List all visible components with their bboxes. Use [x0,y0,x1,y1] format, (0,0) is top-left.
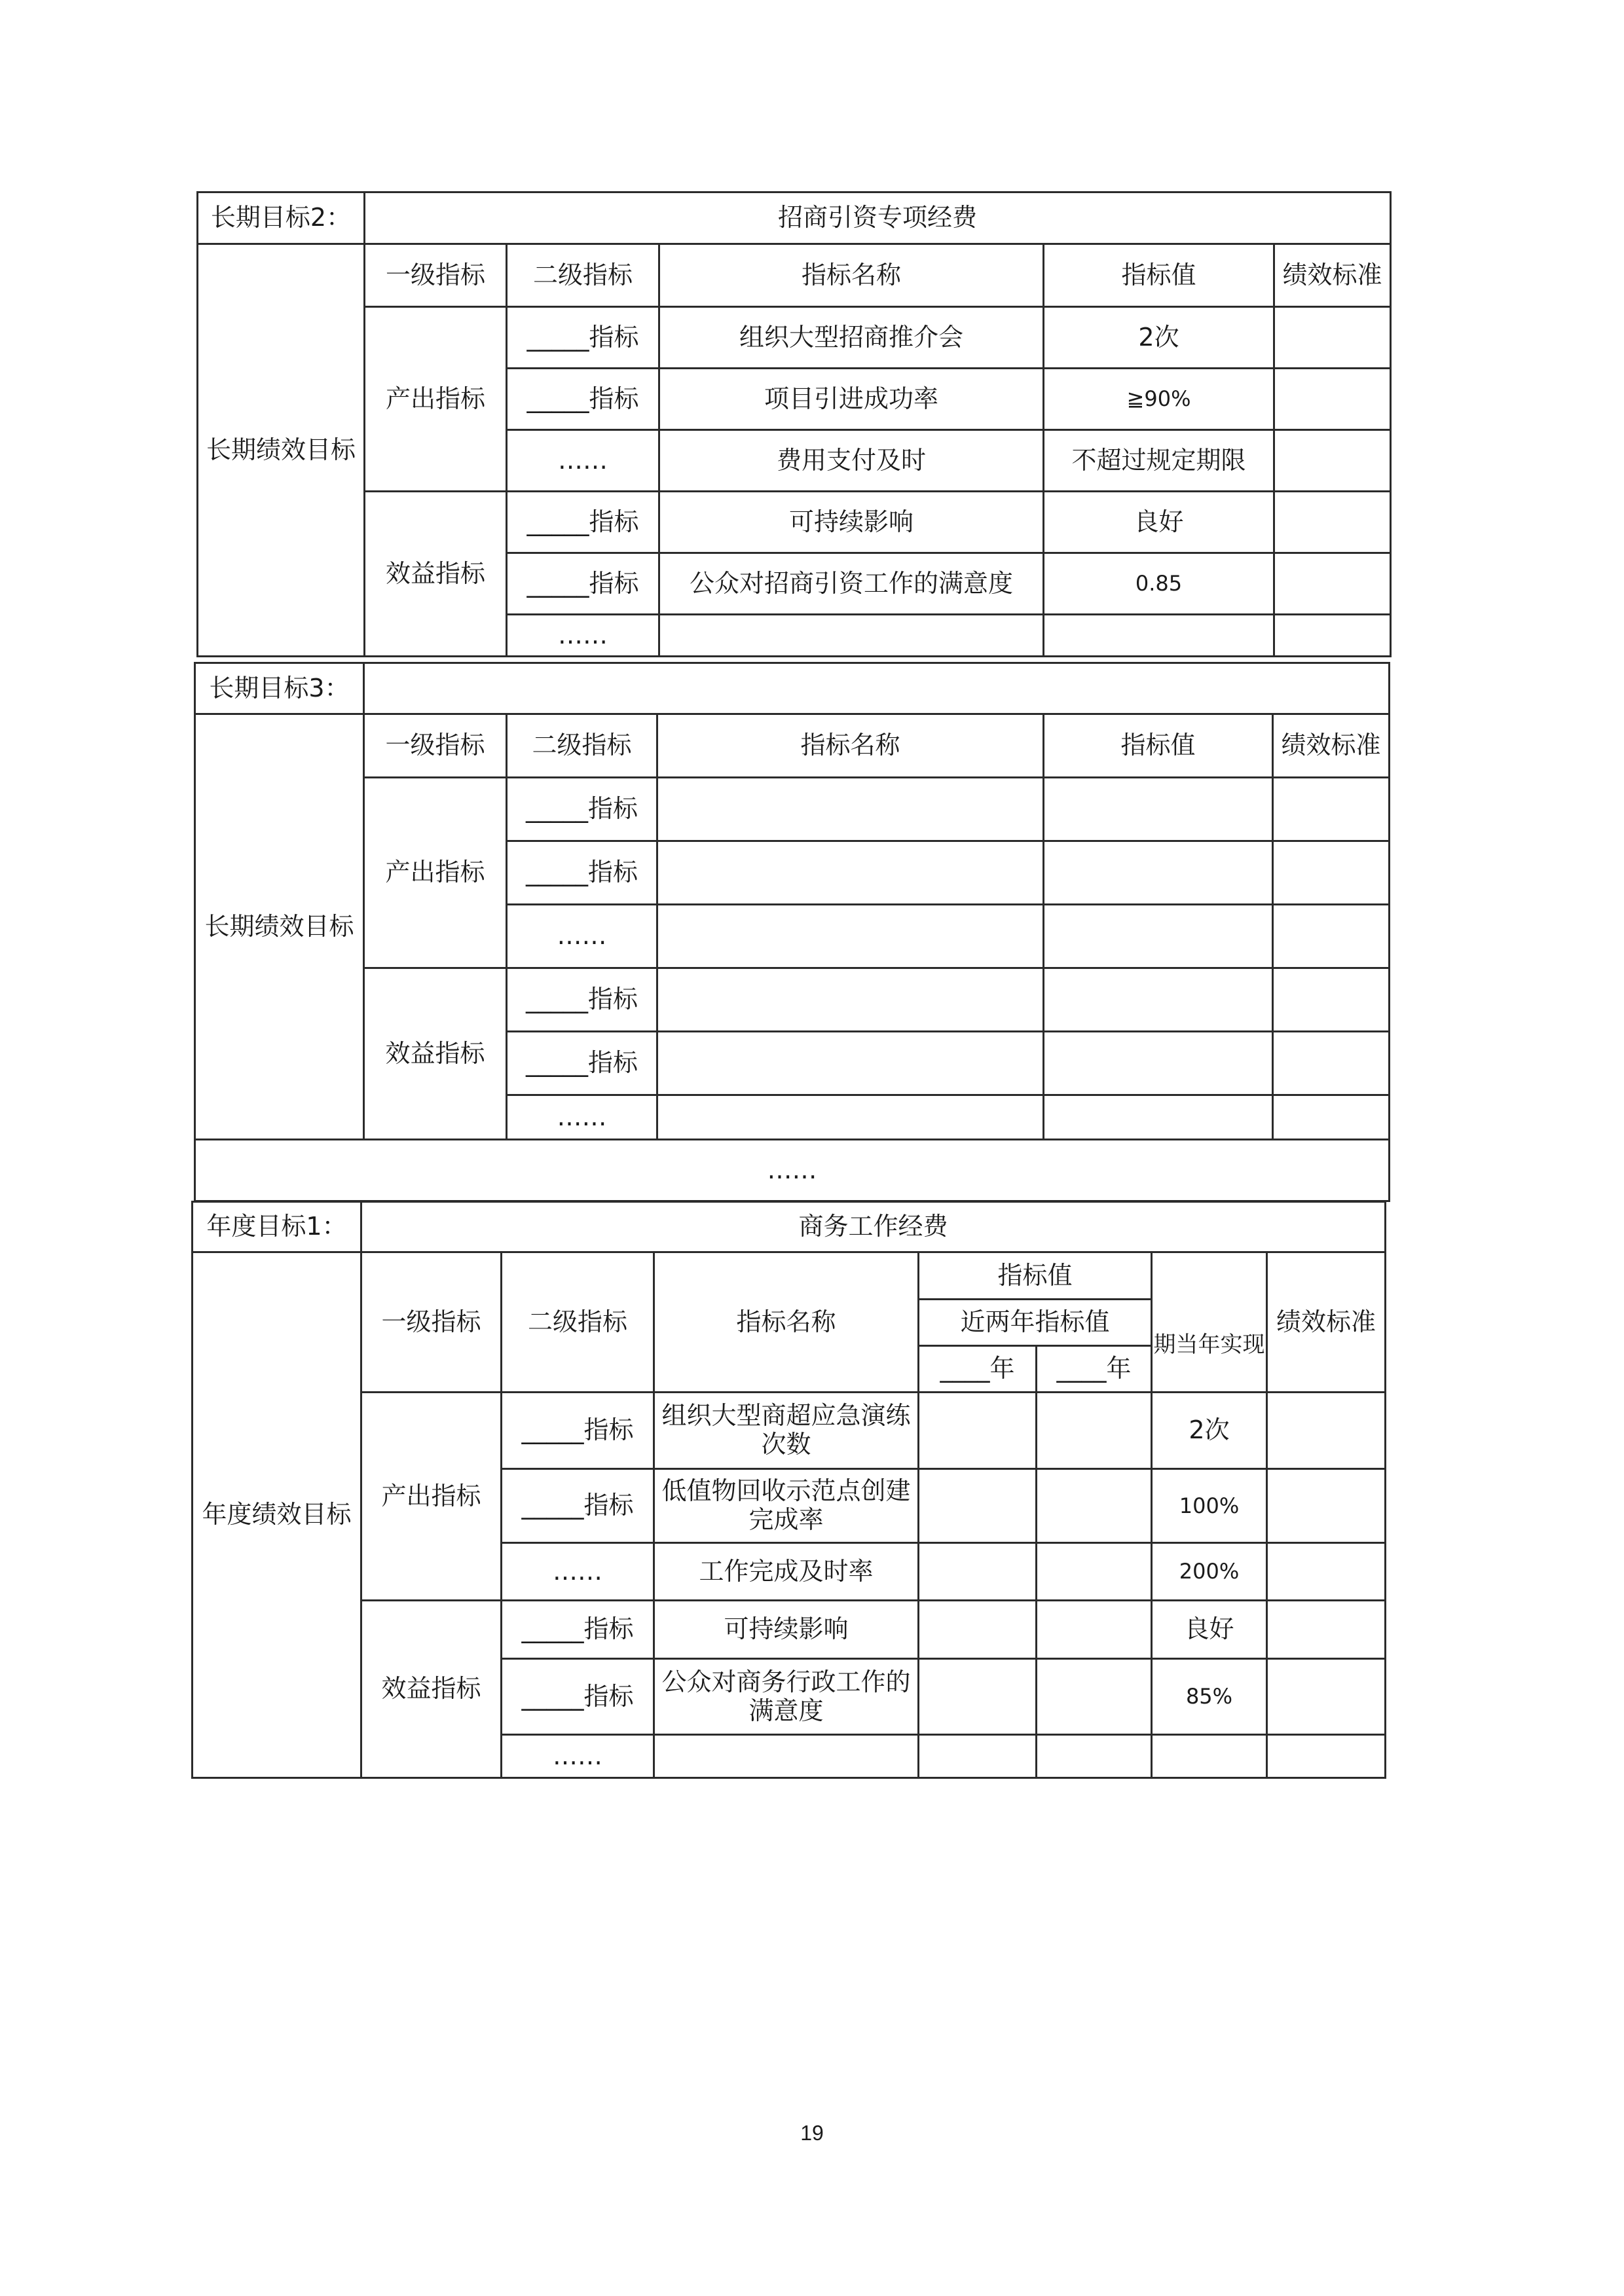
year-a-value [919,1393,1037,1469]
header-level2: 二级指标 [502,1252,654,1393]
year-b-value [1037,1469,1152,1543]
level2-cell: _____指标 [507,778,657,841]
level2-cell: …… [502,1735,654,1778]
indicator-name: 费用支付及时 [659,430,1044,492]
ellipsis-row: …… [195,1140,1390,1201]
header-value: 指标值 [1044,244,1274,307]
header-level1: 一级指标 [361,1252,502,1393]
table-row [195,968,1390,1032]
goal-label: 长期目标2： [198,192,365,244]
indicator-value: 2次 [1044,307,1274,369]
level2-cell: …… [507,1095,657,1140]
output-indicator-label: 产出指标 [365,307,507,492]
indicator-name [657,905,1044,968]
goal-title: 商务工作经费 [361,1202,1386,1252]
level2-cell: _____指标 [507,1032,657,1095]
indicator-standard [1273,905,1390,968]
section-label: 长期绩效目标 [198,244,365,657]
indicator-value [1044,968,1273,1032]
header-level1: 一级指标 [364,714,507,778]
header-name: 指标名称 [659,244,1044,307]
indicator-standard [1274,492,1391,553]
table-row [193,1393,1386,1469]
indicator-standard [1267,1601,1386,1659]
indicator-name [659,615,1044,657]
level2-cell: _____指标 [502,1393,654,1469]
indicator-value [1044,905,1273,968]
year-b-value [1037,1659,1152,1735]
level2-cell: …… [507,615,659,657]
header-name: 指标名称 [654,1252,919,1393]
header-value: 指标值 [1044,714,1273,778]
level2-cell: _____指标 [502,1469,654,1543]
level2-cell: _____指标 [507,369,659,430]
indicator-name [657,1095,1044,1140]
indicator-value: 良好 [1044,492,1274,553]
indicator-standard [1267,1393,1386,1469]
annual-goal-1-table [191,1201,1386,1779]
level2-cell: _____指标 [502,1601,654,1659]
year-b-value [1037,1543,1152,1601]
header-name: 指标名称 [657,714,1044,778]
indicator-value [1044,1095,1273,1140]
header-expected: 期当年实现 [1152,1300,1267,1393]
long-term-goal-2-table [196,191,1392,657]
table-row [195,778,1390,841]
level2-cell: _____指标 [507,968,657,1032]
indicator-value [1044,1032,1273,1095]
indicator-standard [1274,553,1391,615]
indicator-standard [1274,369,1391,430]
indicator-value: ≧90% [1044,369,1274,430]
indicator-name: 组织大型招商推介会 [659,307,1044,369]
indicator-name: 组织大型商超应急演练次数 [654,1393,919,1469]
header-level2: 二级指标 [507,244,659,307]
expected-value: 2次 [1152,1393,1267,1469]
indicator-standard [1274,615,1391,657]
indicator-name: 项目引进成功率 [659,369,1044,430]
expected-value [1152,1735,1267,1778]
table-row [198,307,1391,369]
year-a-value [919,1659,1037,1735]
indicator-name [657,778,1044,841]
benefit-indicator-label: 效益指标 [365,492,507,657]
header-standard: 绩效标准 [1267,1252,1386,1393]
indicator-standard [1267,1469,1386,1543]
year-b-value [1037,1393,1152,1469]
header-value-group: 指标值 [919,1252,1152,1300]
indicator-value [1044,778,1273,841]
table-row [198,492,1391,553]
indicator-name [657,1032,1044,1095]
year-b-value [1037,1735,1152,1778]
header-recent-two-years: 近两年指标值 [919,1300,1152,1346]
header-standard: 绩效标准 [1274,244,1391,307]
indicator-standard [1273,1095,1390,1140]
indicator-value: 0.85 [1044,553,1274,615]
section-label: 长期绩效目标 [195,714,364,1140]
section-label: 年度绩效目标 [193,1252,361,1778]
indicator-name: 公众对招商引资工作的满意度 [659,553,1044,615]
indicator-value: 不超过规定期限 [1044,430,1274,492]
indicator-name: 低值物回收示范点创建完成率 [654,1469,919,1543]
benefit-indicator-label: 效益指标 [364,968,507,1140]
header-level1: 一级指标 [365,244,507,307]
level2-cell: _____指标 [507,492,659,553]
expected-value: 良好 [1152,1601,1267,1659]
level2-cell: …… [507,905,657,968]
indicator-name: 公众对商务行政工作的满意度 [654,1659,919,1735]
indicator-value [1044,841,1273,905]
year-a-value [919,1735,1037,1778]
level2-cell: …… [502,1543,654,1601]
goal-title: 招商引资专项经费 [365,192,1391,244]
indicator-standard [1273,1032,1390,1095]
goal-title [364,663,1390,714]
benefit-indicator-label: 效益指标 [361,1601,502,1778]
level2-cell: _____指标 [507,841,657,905]
year-a-value [919,1601,1037,1659]
level2-cell: _____指标 [502,1659,654,1735]
level2-cell: _____指标 [507,553,659,615]
output-indicator-label: 产出指标 [361,1393,502,1601]
goal-label: 长期目标3： [195,663,364,714]
indicator-name: 可持续影响 [659,492,1044,553]
indicator-name [654,1735,919,1778]
indicator-name: 可持续影响 [654,1601,919,1659]
output-indicator-label: 产出指标 [364,778,507,968]
page-number: 19 [800,2121,824,2145]
expected-value: 200% [1152,1543,1267,1601]
expected-value: 85% [1152,1659,1267,1735]
indicator-standard [1274,430,1391,492]
indicator-standard [1273,841,1390,905]
year-b-value [1037,1601,1152,1659]
indicator-standard [1273,778,1390,841]
header-year-b: ____年 [1037,1346,1152,1393]
indicator-standard [1274,307,1391,369]
expected-value: 100% [1152,1469,1267,1543]
header-year-a: ____年 [919,1346,1037,1393]
long-term-goal-3-table [194,662,1390,1202]
indicator-standard [1267,1543,1386,1601]
goal-label: 年度目标1： [193,1202,361,1252]
indicator-name [657,841,1044,905]
table-row [193,1601,1386,1659]
indicator-standard [1267,1659,1386,1735]
year-a-value [919,1469,1037,1543]
indicator-name [657,968,1044,1032]
indicator-standard [1273,968,1390,1032]
level2-cell: _____指标 [507,307,659,369]
indicator-standard [1267,1735,1386,1778]
indicator-name: 工作完成及时率 [654,1543,919,1601]
indicator-value [1044,615,1274,657]
header-standard: 绩效标准 [1273,714,1390,778]
year-a-value [919,1543,1037,1601]
level2-cell: …… [507,430,659,492]
header-level2: 二级指标 [507,714,657,778]
